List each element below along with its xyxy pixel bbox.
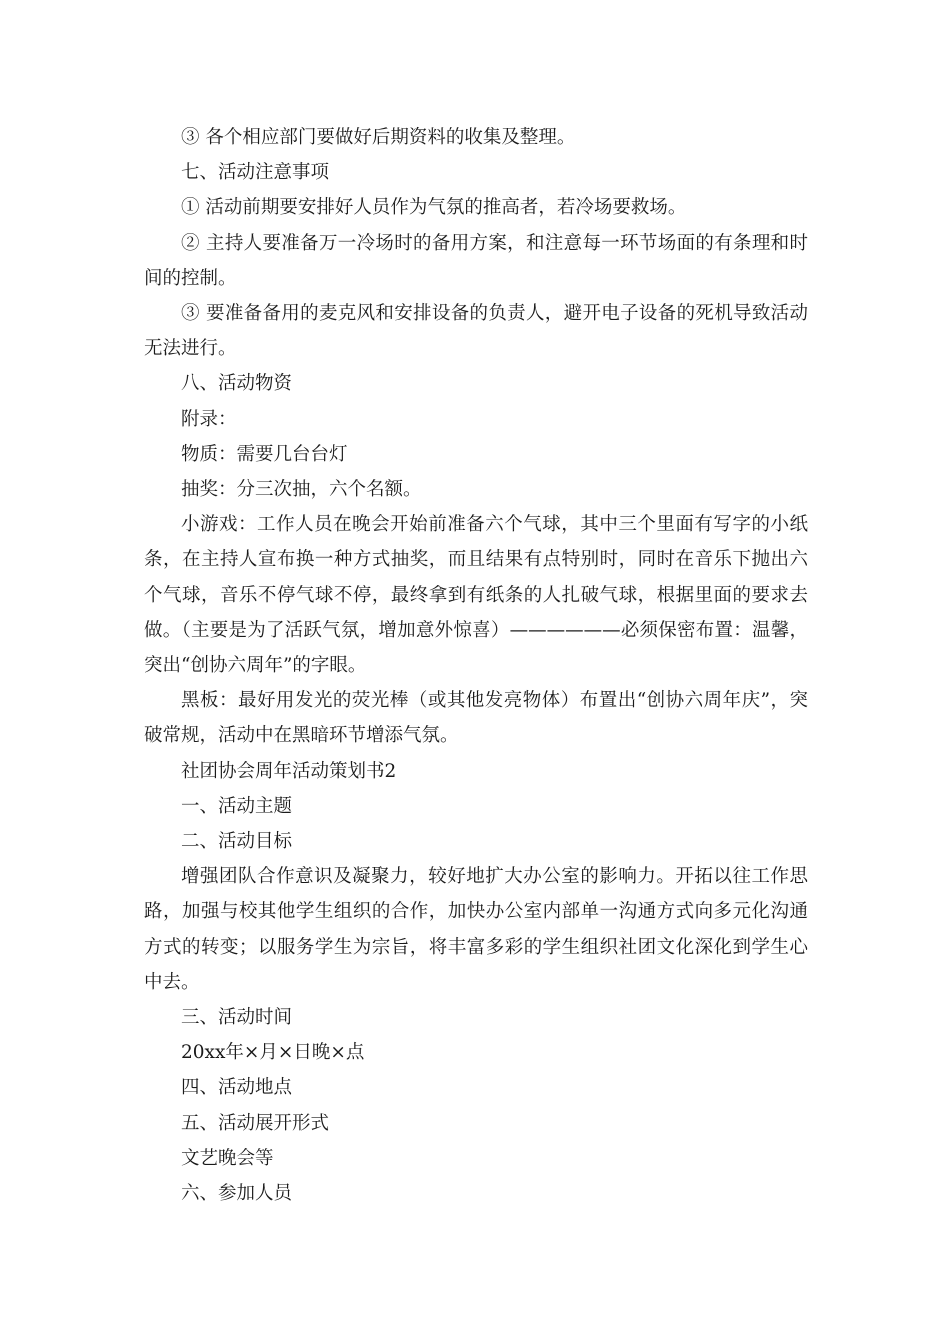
paragraph-precaution-3: ③ 要准备备用的麦克风和安排设备的负责人，避开电子设备的死机导致活动无法进行。 (144, 303, 808, 360)
paragraph-precaution-2: ② 主持人要准备万一冷场时的备用方案，和注意每一环节场面的有条理和时间的控制。 (144, 232, 808, 289)
paragraph-supplies: 物质：需要几台台灯 (181, 443, 348, 465)
heading-materials: 八、活动物资 (181, 373, 293, 395)
paragraph-lottery: 抽奖：分三次抽，六个名额。 (181, 479, 422, 501)
section-title-plan-2: 社团协会周年活动策划书2 (181, 760, 397, 782)
paragraph-format: 文艺晚会等 (181, 1147, 274, 1169)
paragraph-precaution-1: ① 活动前期要安排好人员作为气氛的推高者，若冷场要救场。 (181, 197, 687, 219)
document-body (144, 120, 808, 1211)
paragraph-followup-materials: ③ 各个相应部门要做好后期资料的收集及整理。 (181, 127, 576, 148)
heading-format: 五、活动展开形式 (181, 1112, 330, 1134)
heading-time: 三、活动时间 (181, 1007, 293, 1029)
heading-theme: 一、活动主题 (181, 795, 293, 817)
paragraph-time: 20xx年×月×日晚×点 (181, 1042, 365, 1064)
paragraph-goals: 增强团队合作意识及凝聚力，较好地扩大办公室的影响力。开拓以往工作思路，加强与校其他学生组织的合作，加快办公室内部单一沟通方式向多元化沟通方式的转变；以服务学生为宗旨，将丰富多彩的学生组织社团文化深化到学生心中去。 (144, 866, 808, 993)
heading-participants: 六、参加人员 (181, 1183, 293, 1205)
heading-precautions: 七、活动注意事项 (181, 162, 330, 184)
heading-goals: 二、活动目标 (181, 831, 293, 853)
paragraph-mini-game: 小游戏：工作人员在晚会开始前准备六个气球，其中三个里面有写字的小纸条，在主持人宣布换一种方式抽奖，而且结果有点特别时，同时在音乐下抛出六个气球，音乐不停气球不停，最终拿到有纸条的人扎破气球，根据里面的要求去做。（主要是为了活跃气氛，增加意外惊喜）——————必须保密布置：温馨，突出“创协六周年”的字眼。 (144, 514, 808, 677)
heading-location: 四、活动地点 (181, 1077, 293, 1099)
paragraph-appendix: 附录： (181, 408, 237, 430)
paragraph-blackboard: 黑板：最好用发光的荧光棒（或其他发亮物体）布置出“创协六周年庆”，突破常规，活动中在黑暗环节增添气氛。 (144, 690, 808, 747)
